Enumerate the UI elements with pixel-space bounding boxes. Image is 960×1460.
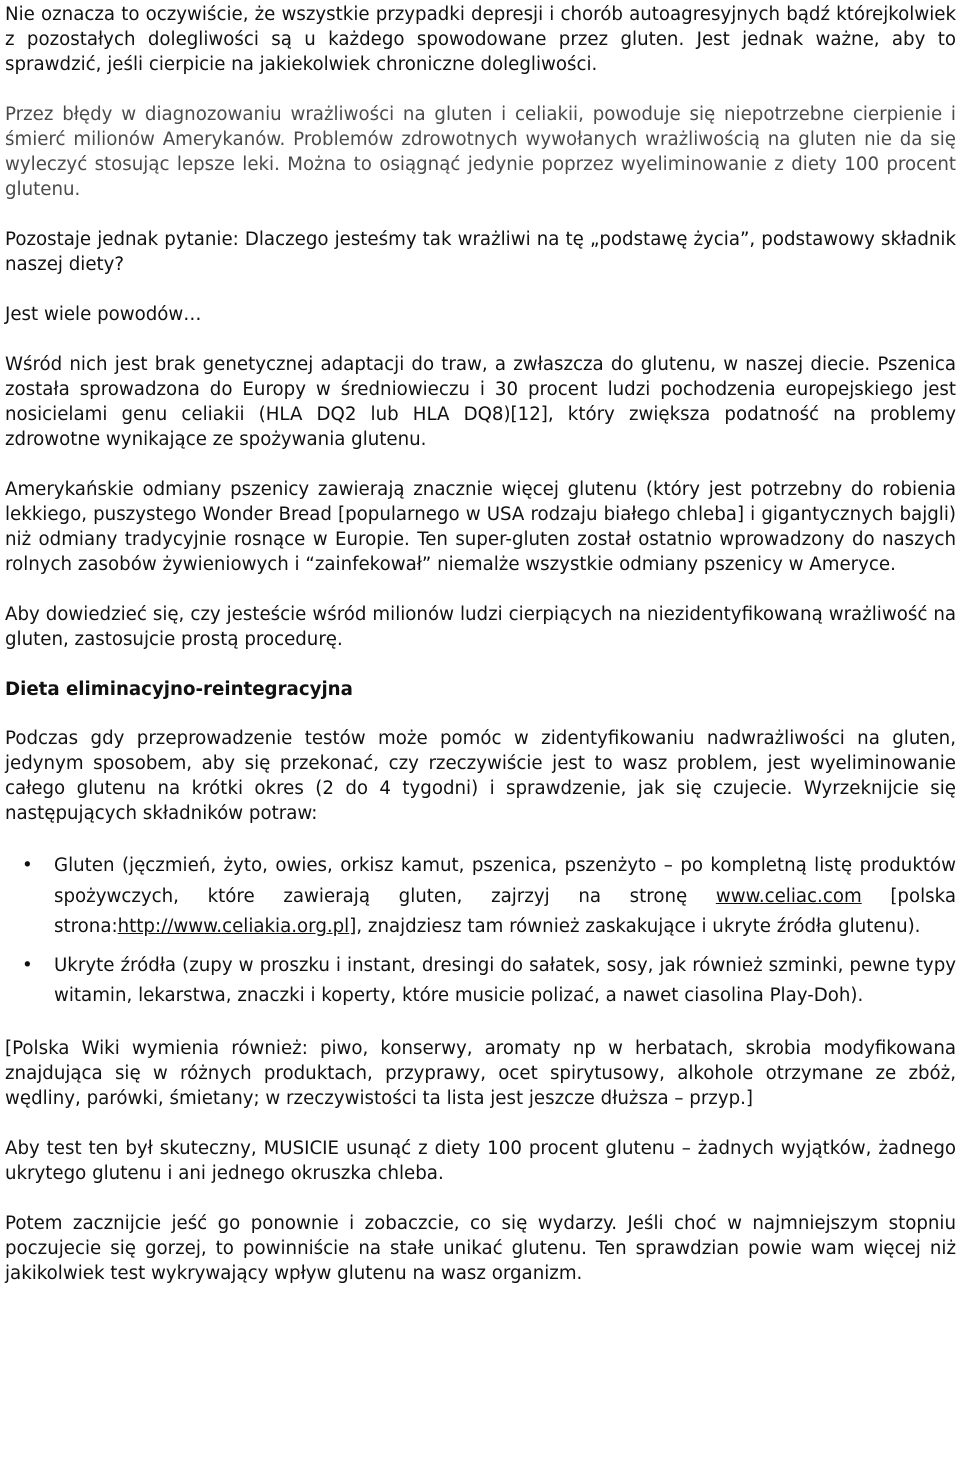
celiakia-link[interactable]: http://www.celiakia.org.pl	[117, 916, 350, 937]
section-heading: Dieta eliminacyjno-reintegracyjna	[5, 679, 353, 700]
paragraph-5: Wśród nich jest brak genetycznej adaptacji do traw, a zwłaszcza do glutenu, w naszej diecie. Pszenica została sprowadzona do Europy w średniowieczu i 30 procent ludzi pochodzenia europejskiego jest nosicielami genu celiakii (HLA DQ2 lub HLA DQ8)[12], który zwiększa podatność na problemy zdrowotne wynikające ze spożywania glutenu.	[5, 354, 956, 450]
paragraph-4: Jest wiele powodów…	[5, 304, 202, 325]
bullet-icon: •	[22, 855, 33, 876]
paragraph-6: Amerykańskie odmiany pszenicy zawierają znacznie więcej glutenu (który jest potrzebny do robienia lekkiego, puszystego Wonder Bread [popularnego w USA rodzaju białego chleba] i gigantycznych bajgli) niż odmiany tradycyjnie rosnące w Europie. Ten super-gluten został ostatnio wprowadzony do naszych rolnych zasobów żywieniowych i “zainfekował” niemalże wszystkie odmiany pszenicy w Ameryce.	[5, 479, 956, 575]
paragraph-2: Przez błędy w diagnozowaniu wrażliwości na gluten i celiakii, powoduje się niepotrzebne cierpienie i śmierć milionów Amerykanów. Problemów zdrowotnych wywołanych wrażliwością na gluten nie da się wyleczyć stosując lepsze leki. Można to osiągnąć jedynie poprzez wyeliminowanie z diety 100 procent glutenu.	[5, 104, 956, 200]
paragraph-7: Aby dowiedzieć się, czy jesteście wśród milionów ludzi cierpiących na niezidentyfikowaną wrażliwość na gluten, zastosujcie prostą procedurę.	[5, 604, 956, 650]
list-item	[5, 951, 956, 1012]
celiac-link[interactable]: www.celiac.com	[715, 885, 862, 907]
paragraph-10: Aby test ten był skuteczny, MUSICIE usunąć z diety 100 procent glutenu – żadnych wyjątków, żadnego ukrytego glutenu i ani jednego okruszka chleba.	[5, 1137, 956, 1184]
list-item-text-1a: Gluten (jęczmień, żyto, owies, orkisz kamut, pszenica, pszenżyto – po kompletną listę produktów spożywczych, które zawierają gluten, zajrzyj na stronę	[54, 855, 956, 907]
paragraph-9: [Polska Wiki wymienia również: piwo, konserwy, aromaty np w herbatach, skrobia modyfikowana znajdująca się w różnych produktach, przyprawy, ocet spirytusowy, alkohole otrzymane ze zbóż, wędliny, parówki, śmietany; w rzeczywistości ta lista jest jeszcze dłuższa – przyp.]	[5, 1037, 956, 1109]
bullet-icon: •	[22, 954, 33, 976]
list-item-text-1c: ], znajdziesz tam również zaskakujące i ukryte źródła glutenu).	[349, 916, 921, 937]
paragraph-1: Nie oznacza to oczywiście, że wszystkie przypadki depresji i chorób autoagresyjnych bądź którejkolwiek z pozostałych dolegliwości są u każdego spowodowane przez gluten. Jest jednak ważne, aby to sprawdzić, jeśli cierpicie na jakiekolwiek chroniczne dolegliwości.	[5, 4, 956, 75]
paragraph-11: Potem zacznijcie jeść go ponownie i zobaczcie, co się wydarzy. Jeśli choć w najmniejszym stopniu poczujecie się gorzej, to powinniście na stałe unikać glutenu. Ten sprawdzian powie wam więcej niż jakikolwiek test wykrywający wpływ glutenu na wasz organizm.	[5, 1212, 956, 1284]
list-item	[5, 851, 956, 943]
document-page	[5, 2, 956, 1311]
list-item-text-1b: [polska strona:	[54, 885, 956, 937]
list-item-text-2: Ukryte źródła (zupy w proszku i instant, dresingi do sałatek, sosy, jak również szminki, pewne typy witamin, lekarstwa, znaczki i koperty, które musicie polizać, a nawet ciasolina Play-Doh).	[54, 954, 956, 1006]
ingredient-list	[5, 851, 956, 1012]
paragraph-3: Pozostaje jednak pytanie: Dlaczego jesteśmy tak wrażliwi na tę „podstawę życia”, podstawowy składnik naszej diety?	[5, 229, 956, 275]
paragraph-8: Podczas gdy przeprowadzenie testów może pomóc w zidentyfikowaniu nadwrażliwości na gluten, jedynym sposobem, aby się przekonać, czy rzeczywiście jest to wasz problem, jest wyeliminowanie całego glutenu na krótki okres (2 do 4 tygodni) i sprawdzenie, jak się czujecie. Wyrzeknijcie się następujących składników potraw:	[5, 728, 956, 824]
